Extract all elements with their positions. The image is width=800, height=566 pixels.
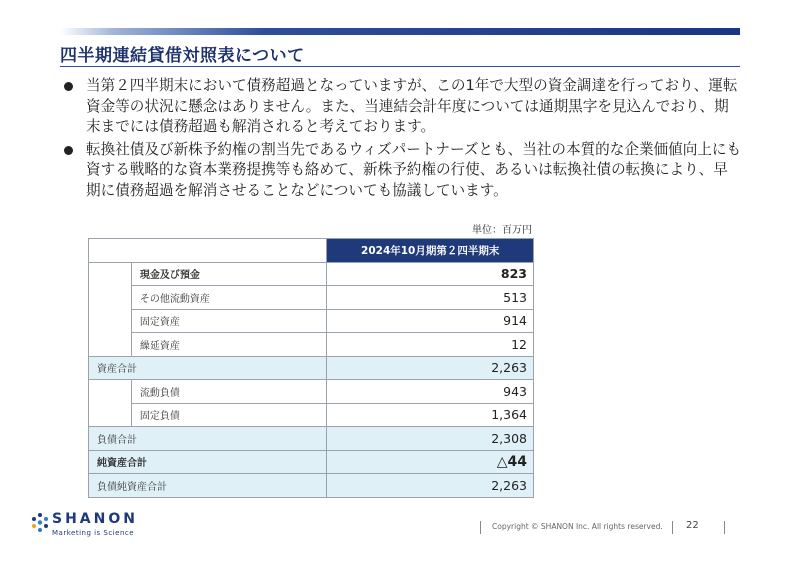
bullet-dot-icon <box>64 146 73 155</box>
row-value: 12 <box>327 333 534 357</box>
row-value: 823 <box>327 262 534 286</box>
table-header-row <box>89 239 534 263</box>
row-value: 2,308 <box>327 427 534 451</box>
logo-mark-icon <box>30 512 50 534</box>
table-row <box>89 262 534 286</box>
row-value: 943 <box>327 380 534 404</box>
row-value: 2,263 <box>327 356 534 380</box>
table-row <box>89 380 534 404</box>
bullet-dot-icon <box>64 82 73 91</box>
bullet-list <box>62 76 742 203</box>
table-row <box>89 403 534 427</box>
row-label: その他流動資産 <box>131 286 327 310</box>
table-row <box>89 309 534 333</box>
row-label: 現金及び預金 <box>131 262 327 286</box>
footer-divider <box>480 521 481 534</box>
row-value: 2,263 <box>327 474 534 498</box>
period-header: 2024年10月期第２四半期末 <box>327 239 534 263</box>
row-label: 繰延資産 <box>131 333 327 357</box>
title-divider <box>60 66 740 67</box>
unit-label: 単位：百万円 <box>472 225 532 236</box>
table-total-row <box>89 356 534 380</box>
row-label: 固定資産 <box>131 309 327 333</box>
table-row <box>89 333 534 357</box>
row-label: 固定負債 <box>131 403 327 427</box>
header-accent-bar <box>60 28 740 35</box>
row-label: 資産合計 <box>89 356 327 380</box>
page-title: 四半期連結貸借対照表について <box>60 46 305 66</box>
row-value: 513 <box>327 286 534 310</box>
bullet-text: 転換社債及び新株予約権の割当先であるウィズパートナーズとも、当社の本質的な企業価値向上にも資する戦略的な資本業務提携等も絡めて、新株予約権の行使、あるいは転換社債の転換により、早期に債務超過を解消させることなどについても協議しています。 <box>86 140 742 199</box>
table-total-row <box>89 474 534 498</box>
footer-divider <box>724 521 725 534</box>
logo-wordmark: SHANON <box>52 511 138 527</box>
row-value: 1,364 <box>327 403 534 427</box>
indent-cell <box>89 380 132 427</box>
logo-tagline: Marketing is Science <box>52 529 135 537</box>
table-total-row <box>89 427 534 451</box>
row-label: 負債純資産合計 <box>89 474 327 498</box>
bullet-text: 当第２四半期末において債務超過となっていますが、この1年で大型の資金調達を行っており、運転資金等の状況に懸念はありません。また、当連結会計年度については通期黒字を見込んでおり、期末までには債務超過も解消されると考えております。 <box>86 77 738 135</box>
row-value: △44 <box>327 450 534 474</box>
row-label: 純資産合計 <box>89 450 327 474</box>
row-label: 流動負債 <box>131 380 327 404</box>
indent-cell <box>89 262 132 356</box>
bullet-item <box>62 76 742 138</box>
row-label: 負債合計 <box>89 427 327 451</box>
page-number: 22 <box>686 520 699 531</box>
table-total-row <box>89 450 534 474</box>
bullet-item <box>62 140 742 202</box>
header-blank-cell <box>89 239 327 263</box>
copyright-text: Copyright © SHANON Inc. All rights reserved. <box>492 522 663 531</box>
row-value: 914 <box>327 309 534 333</box>
footer-divider <box>672 521 673 534</box>
balance-sheet-table <box>88 238 534 498</box>
table-row <box>89 286 534 310</box>
